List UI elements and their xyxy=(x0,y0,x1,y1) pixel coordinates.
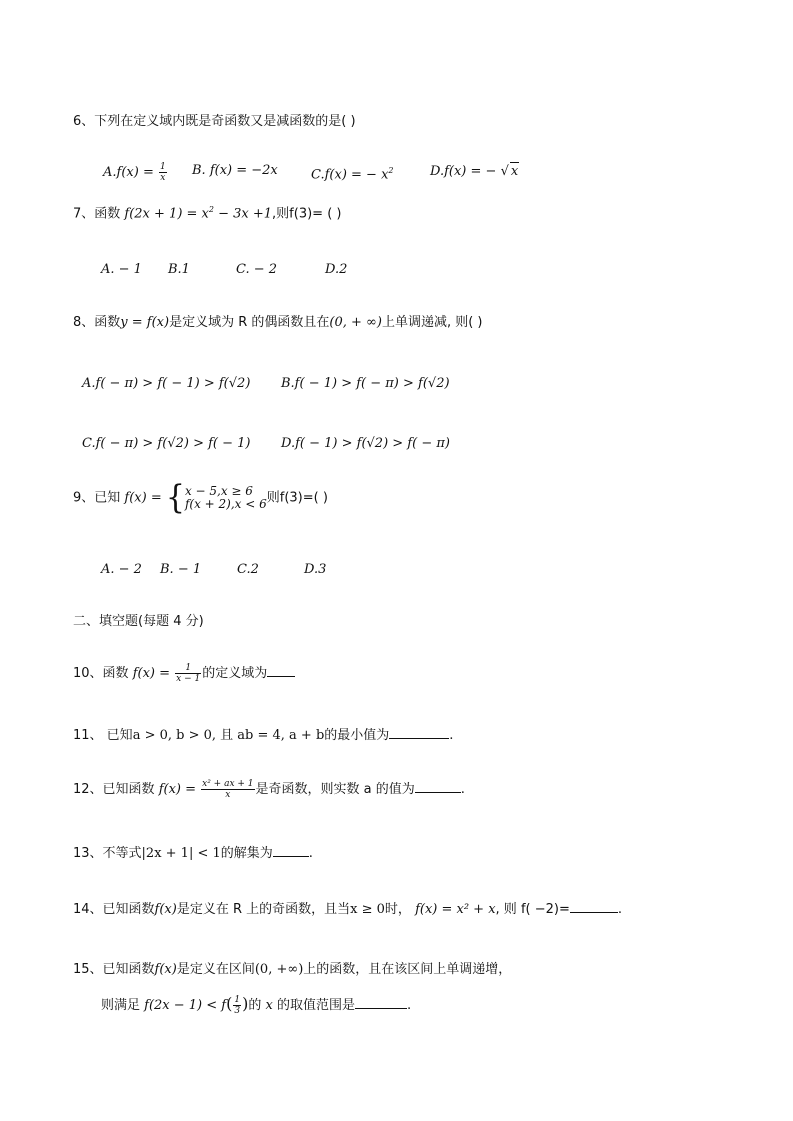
answer-blank[interactable] xyxy=(355,996,407,1009)
answer-blank[interactable] xyxy=(570,900,618,913)
answer-blank[interactable] xyxy=(273,844,309,857)
question-9-option-b: B. − 1 xyxy=(160,562,202,577)
question-13: 13、不等式|2x + 1| < 1的解集为 . xyxy=(73,846,313,861)
question-8-stem: 8、函数y = f(x)是定义域为 R 的偶函数且在(0, + ∞)上单调递减, 则( ) xyxy=(73,315,483,330)
question-8-option-a: A.f( − π) > f( − 1) > f(√2) xyxy=(82,376,251,391)
question-10: 10、函数 f(x) = $\frac{1}{x - 1}$ 的定义域为 xyxy=(73,662,295,686)
section-2-title: 二、填空题(每题 4 分) xyxy=(73,614,204,629)
question-6-option-b: B. f(x) = −2x xyxy=(192,163,278,178)
question-6-stem: 6、下列在定义域内既是奇函数又是减函数的是( ) xyxy=(73,114,356,129)
question-6-option-a: A.f(x) = $\frac{1}{x}$ xyxy=(103,162,166,183)
question-14: 14、已知函数f(x)是定义在 R 上的奇函数，且当x ≥ 0时， f(x) = x² + x, 则 f( −2)= . xyxy=(73,902,622,917)
question-8-option-c: C.f( − π) > f(√2) > f( − 1) xyxy=(82,436,251,451)
question-9-option-c: C.2 xyxy=(237,562,259,577)
answer-blank[interactable] xyxy=(415,780,461,793)
question-7-option-a: A. − 1 xyxy=(101,262,142,277)
question-12: 12、已知函数 f(x) = $\frac{\text{x² + ax + 1}}{x}$ 是奇函数，则实数 a 的值为 . xyxy=(73,779,465,800)
question-9-stem: 9、已知 f(x) = { x − 5,x ≥ 6 f(x + 2),x < 6 则f(3)=( ) xyxy=(73,477,328,517)
question-7-stem: 7、函数 $f(2x + 1) = x^2 - 3x +1$,则f(3)= ( ) xyxy=(73,205,342,222)
question-15-line-2: 则满足 f(2x − 1) < f( $\frac{1}{3}$ )的 x 的取值范围是 . xyxy=(101,994,412,1016)
question-9-option-d: D.3 xyxy=(304,562,327,577)
question-11: 11、 已知a > 0, b > 0, 且 ab = 4, a + b的最小值为 . xyxy=(73,728,454,743)
question-6-option-d: D.f(x) = − √ x xyxy=(430,164,519,179)
question-7-option-b: B.1 xyxy=(168,262,190,277)
question-7-option-d: D.2 xyxy=(325,262,348,277)
piecewise-cases: x − 5,x ≥ 6 f(x + 2),x < 6 xyxy=(184,484,267,511)
question-15-line-1: 15、已知函数f(x)是定义在区间(0, +∞)上的函数，且在该区间上单调递增， xyxy=(73,962,512,977)
question-8-option-b: B.f( − 1) > f( − π) > f(√2) xyxy=(281,376,450,391)
question-6-option-c: C.f(x) = − $x^2$ xyxy=(311,166,394,183)
answer-blank[interactable] xyxy=(389,726,449,739)
question-9-option-a: A. − 2 xyxy=(101,562,142,577)
question-7-option-c: C. − 2 xyxy=(236,262,278,277)
answer-blank[interactable] xyxy=(267,664,295,677)
question-8-option-d: D.f( − 1) > f(√2) > f( − π) xyxy=(281,436,450,451)
